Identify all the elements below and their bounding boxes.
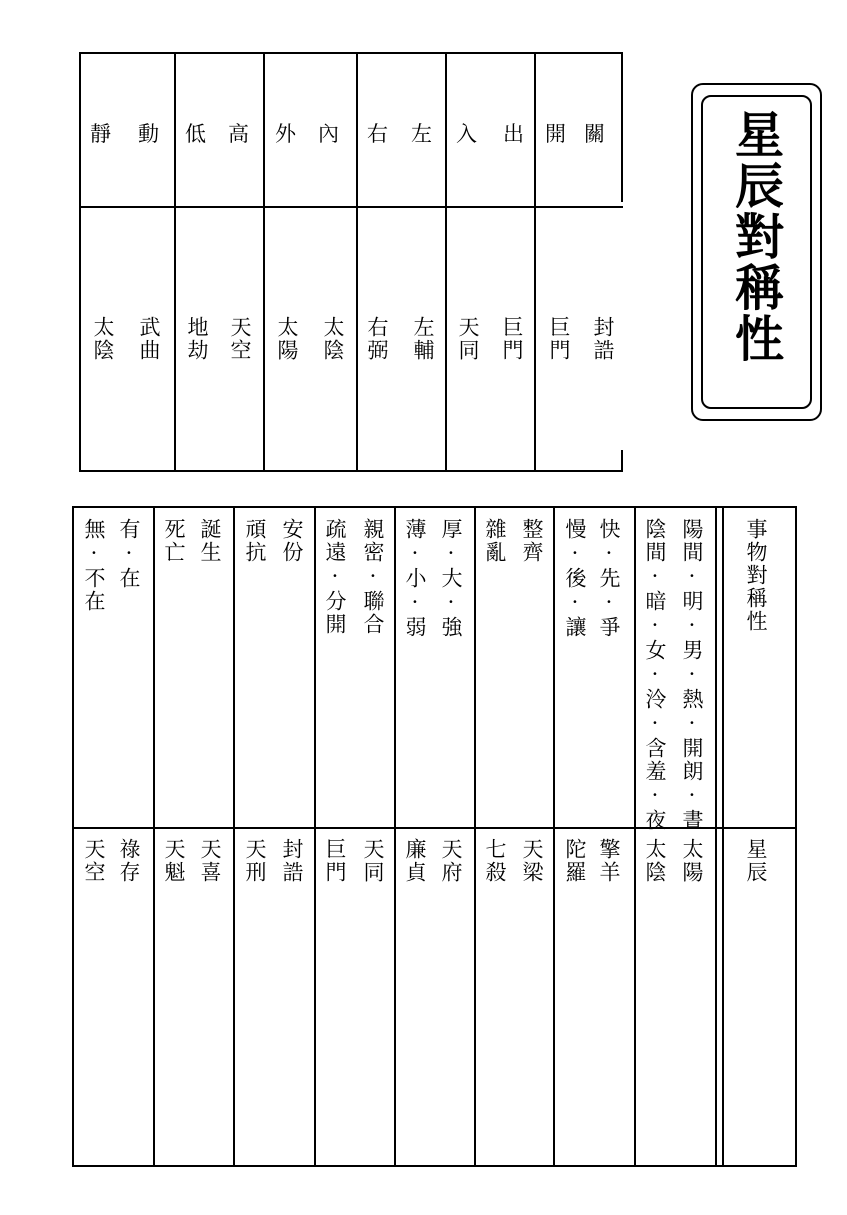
attribute-text: 頑抗 [243,518,267,564]
top-star-name: 天空 [228,316,252,362]
top-star-name: 地劫 [185,316,209,362]
bottom-table-border-bottom [72,1165,797,1167]
top-pair-label: 高 [228,122,249,146]
star-name: 天魁 [162,838,186,884]
top-table-border-right-lower [621,450,623,472]
top-pair-label: 靜 [90,122,111,146]
top-pair-label: 動 [138,122,159,146]
star-name: 廉貞 [403,838,427,884]
top-table-border-left [79,52,81,472]
top-pair-label: 入 [456,122,477,146]
attribute-text: 安份 [280,518,304,564]
star-name: 封誥 [280,838,304,884]
star-name: 祿存 [117,838,141,884]
top-table-col-divider [534,52,536,472]
attribute-text: 慢·後·讓 [563,518,587,639]
bottom-table-header-divider [715,506,717,1167]
attribute-text: 雜亂 [483,518,507,564]
top-table-border-top [79,52,623,54]
bottom-table-col-divider [553,506,555,1167]
bottom-table-border-right [795,506,797,1167]
bottom-table-col-divider [634,506,636,1167]
star-name: 擎羊 [597,838,621,884]
title-inner-frame [701,95,812,409]
top-pair-label: 關 [584,122,605,146]
bottom-table-border-top [72,506,797,508]
star-name: 天喜 [198,838,222,884]
attribute-text: 無·不在 [82,518,106,613]
top-star-name: 武曲 [137,316,161,362]
top-star-name: 左輔 [411,316,435,362]
bottom-table-col-divider [474,506,476,1167]
attribute-text: 整齊 [520,518,544,564]
top-star-name: 巨門 [547,316,571,362]
top-table-col-divider [174,52,176,472]
bottom-header-top: 事物對稱性 [744,518,768,633]
top-star-name: 封誥 [591,316,615,362]
bottom-table-col-divider [394,506,396,1167]
star-name: 天府 [439,838,463,884]
top-star-name: 太陰 [91,316,115,362]
star-name: 天空 [82,838,106,884]
star-name: 七殺 [483,838,507,884]
top-star-name: 太陰 [321,316,345,362]
star-name: 天刑 [243,838,267,884]
star-name: 天同 [361,838,385,884]
top-table-border-right [621,52,623,202]
top-table-border-bottom [79,470,623,472]
top-star-name: 天同 [456,316,480,362]
top-table-col-divider [263,52,265,472]
attribute-text: 快·先·爭 [597,518,621,639]
bottom-table-header-divider [722,506,724,1167]
top-pair-label: 低 [185,122,206,146]
attribute-text: 陰間·暗·女·泠·含羞·夜 [643,518,667,832]
star-name: 太陽 [680,838,704,884]
top-pair-label: 出 [503,122,524,146]
attribute-text: 陽間·明·男·熱·開朗·晝 [680,518,704,832]
bottom-table-col-divider [314,506,316,1167]
star-name: 天梁 [520,838,544,884]
bottom-table-col-divider [233,506,235,1167]
star-name: 陀羅 [563,838,587,884]
attribute-text: 厚·大·強 [439,518,463,639]
star-name: 太陰 [643,838,667,884]
top-pair-label: 左 [411,122,432,146]
attribute-text: 親密·聯合 [361,518,385,636]
top-pair-label: 開 [545,122,566,146]
attribute-text: 薄·小·弱 [403,518,427,639]
bottom-table-border-left [72,506,74,1167]
top-star-name: 巨門 [500,316,524,362]
attribute-text: 疏遠·分開 [323,518,347,636]
bottom-table-col-divider [153,506,155,1167]
top-pair-label: 內 [318,122,339,146]
star-name: 巨門 [323,838,347,884]
top-star-name: 右弼 [365,316,389,362]
top-pair-label: 外 [275,122,296,146]
top-table-row-divider [79,206,623,208]
bottom-header-bottom: 星辰 [744,838,768,884]
page-title: 星辰對稱性 [727,109,786,364]
attribute-text: 誕生 [198,518,222,564]
attribute-text: 死亡 [162,518,186,564]
title-box [691,83,822,421]
top-table-col-divider [445,52,447,472]
attribute-text: 有·在 [117,518,141,590]
top-pair-label: 右 [367,122,388,146]
top-star-name: 太陽 [275,316,299,362]
top-table-col-divider [356,52,358,472]
